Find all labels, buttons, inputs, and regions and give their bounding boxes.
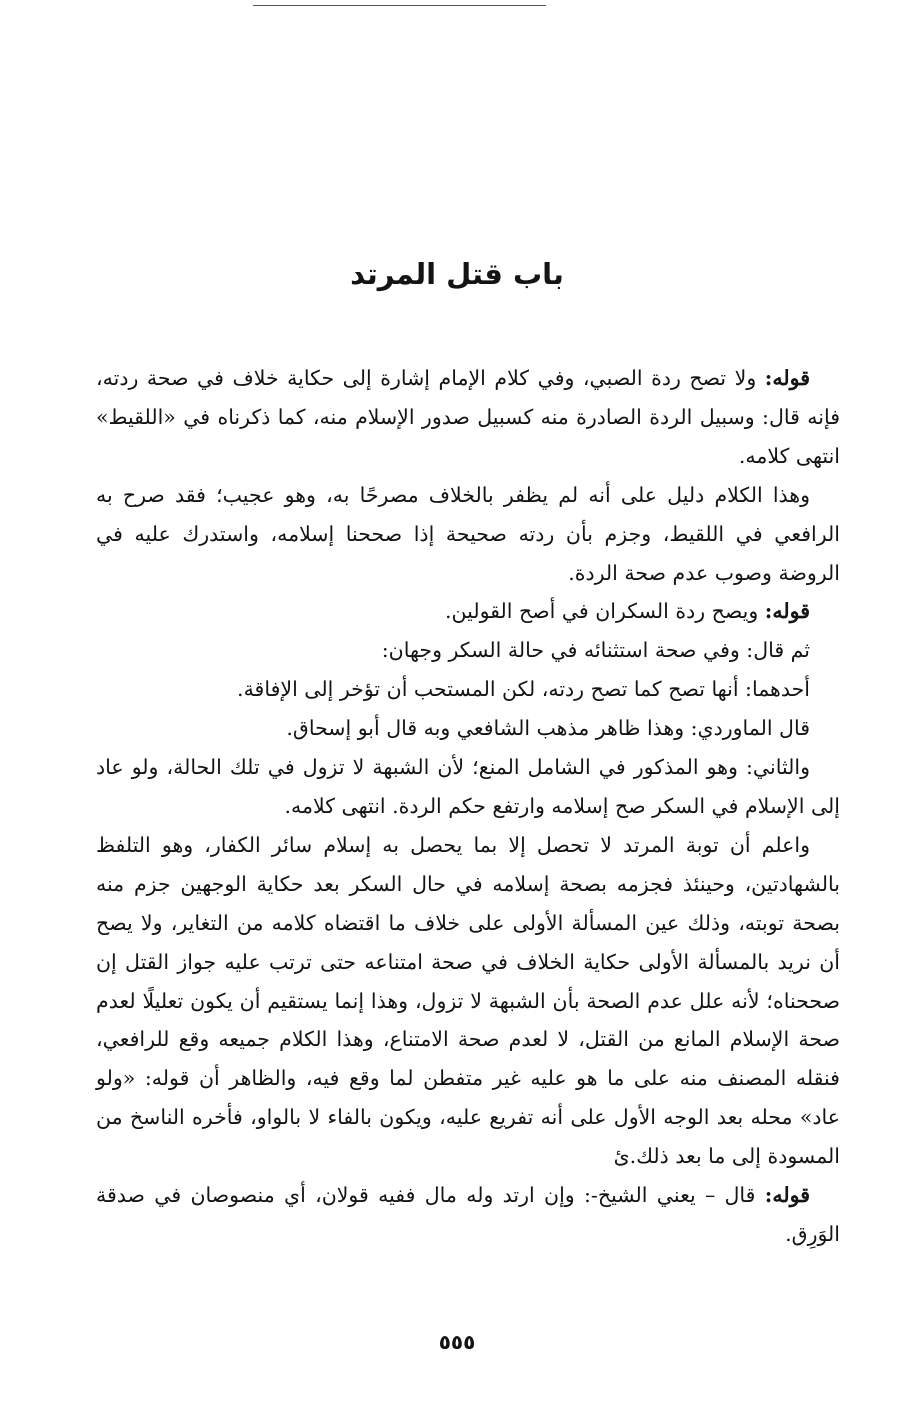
paragraph-text: قال الماوردي: وهذا ظاهر مذهب الشافعي وبه قال أبو إسحاق. [286,716,810,741]
paragraph [96,826,840,1176]
paragraph-lead: قوله: [764,599,810,624]
paragraph-text: ويصح ردة السكران في أصح القولين. [445,599,765,624]
page-number: ٥٥٥ [438,1330,476,1354]
paragraph [96,748,840,826]
paragraph-text: أحدهما: أنها تصح كما تصح ردته، لكن المستحب أن تؤخر إلى الإفاقة. [237,677,810,702]
paragraph-text: قال – يعني الشيخ-: وإن ارتد وله مال ففيه قولان، أي منصوصان في صدقة الوَرِق. [96,1183,840,1246]
paragraph [96,592,840,631]
paragraph-text: واعلم أن توبة المرتد لا تحصل إلا بما يحصل به إسلام سائر الكفار، وهو التلفظ بالشهادتين، وحينئذ فجزمه بصحة إسلامه في حال السكر بعد حكاية الوجهين جزم منه بصحة توبته، وذلك عين المسألة الأولى على خلاف ما اقتضاه كلامه من التغاير، ولا يصح أن نريد بالمسألة الأولى حكاية الخلاف في صحة امتناعه حتى ترتب عليه جواز القتل إن صححناه؛ لأنه علل عدم الصحة بأن الشبهة لا تزول، وهذا إنما يستقيم أن يكون تعليلًا لعدم صحة الإسلام المانع من القتل، لا لعدم صحة الامتناع، وهذا الكلام جميعه وقع للرافعي، فنقله المصنف منه على ما هو عليه غير متفطن لما وقع فيه، والظاهر أن قوله: «ولو عاد» محله بعد الوجه الأول على أنه تفريع عليه، ويكون بالفاء لا بالواو، فأخره الناسخ من المسودة إلى ما بعد ذلك.ئ [96,832,840,1169]
top-divider [253,5,546,6]
paragraph-text: ثم قال: وفي صحة استثنائه في حالة السكر وجهان: [381,638,810,663]
paragraph-text: ولا تصح ردة الصبي، وفي كلام الإمام إشارة إلى حكاية خلاف في صحة ردته، فإنه قال: وسبيل الردة الصادرة منه كسبيل صدور الإسلام منه، كما ذكرناه في «اللقيط» انتهى كلامه. [96,366,840,468]
paragraph [96,709,840,748]
paragraph [96,631,840,670]
chapter-title: باب قتل المرتد [350,257,564,291]
body-text [96,359,840,1254]
paragraph [96,670,840,709]
paragraph-lead: قوله: [764,1183,810,1208]
paragraph-lead: قوله: [764,366,810,390]
paragraph [96,1176,840,1254]
paragraph-text: وهذا الكلام دليل على أنه لم يظفر بالخلاف مصرحًا به، وهو عجيب؛ فقد صرح به الرافعي في اللقيط، وجزم بأن ردته صحيحة إذا صححنا إسلامه، واستدرك عليه في الروضة وصوب عدم صحة الردة. [96,482,840,585]
paragraph [96,476,840,593]
paragraph [96,359,840,476]
paragraph-text: والثاني: وهو المذكور في الشامل المنع؛ لأن الشبهة لا تزول في تلك الحالة، ولو عاد إلى الإسلام في السكر صح إسلامه وارتفع حكم الردة. انتهى كلامه. [96,755,840,818]
